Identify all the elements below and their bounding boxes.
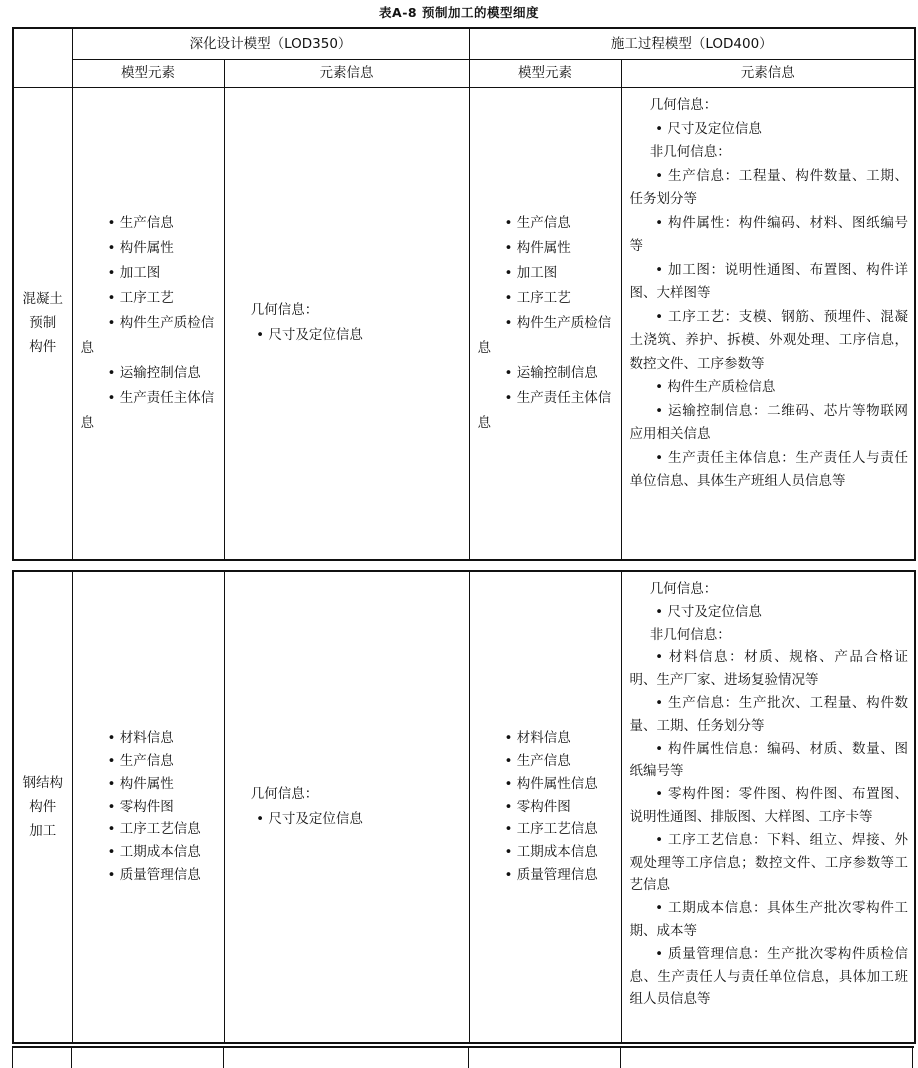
list-item: • 工序工艺 xyxy=(504,289,571,306)
list-item: • 加工图 xyxy=(107,264,161,281)
list-item: • 零构件图 xyxy=(504,798,571,815)
lod350-elements-steel xyxy=(72,571,224,1043)
list-item: • 构件生产质检信息 xyxy=(477,314,612,356)
list-item: • 尺寸及定位信息 xyxy=(256,811,363,827)
list-item: • 质量管理信息 xyxy=(504,866,598,883)
list-item: • 构件生产质检信息 xyxy=(80,314,215,356)
lod350-elements-concrete xyxy=(72,88,224,560)
list-item: • 构件属性 xyxy=(504,239,571,256)
list-item: • 构件生产质检信息 xyxy=(655,379,776,395)
list-item: • 质量管理信息：生产批次零构件质检信息、生产责任人与责任单位信息，具体加工班组人员信息等 xyxy=(629,945,908,1008)
list-item: • 材料信息 xyxy=(107,730,174,747)
lod-table-steel xyxy=(12,570,916,1044)
list-item: • 零构件图：零件图、构件图、布置图、说明性通图、排版图、大样图、工序卡等 xyxy=(629,786,908,825)
lod-table-concrete xyxy=(12,27,916,561)
row-label-steel: 钢结构 构件 加工 xyxy=(13,571,72,1043)
lod400-elements-concrete xyxy=(469,88,621,560)
list-item: 几何信息： xyxy=(250,786,319,802)
header-elements-lod400: 模型元素 xyxy=(469,60,621,88)
list-item: • 构件属性 xyxy=(107,775,174,792)
list-item: • 材料信息 xyxy=(504,730,571,747)
list-item: • 质量管理信息 xyxy=(107,866,201,883)
list-item: • 工期成本信息：具体生产批次零构件工期、成本等 xyxy=(629,900,908,939)
lod350-info-steel xyxy=(224,571,469,1043)
list-item: • 生产责任主体信息：生产责任人与责任单位信息、具体生产班组人员信息等 xyxy=(629,449,908,489)
list-item: • 工期成本信息 xyxy=(107,844,201,861)
list-item: • 尺寸及定位信息 xyxy=(655,120,762,137)
list-item: • 运输控制信息：二维码、芯片等物联网应用相关信息 xyxy=(629,402,908,442)
list-item: 几何信息： xyxy=(250,302,319,319)
header-elements-lod350: 模型元素 xyxy=(72,60,224,88)
next-table-edge xyxy=(12,1046,914,1068)
list-item: • 生产信息 xyxy=(107,753,174,769)
list-item: • 尺寸及定位信息 xyxy=(655,603,762,620)
list-item: • 构件属性：构件编码、材料、图纸编号等 xyxy=(629,214,908,254)
list-item: • 工序工艺信息 xyxy=(504,821,598,838)
list-item: • 构件属性信息：编码、材质、数量、图纸编号等 xyxy=(629,740,908,780)
row-label-concrete: 混凝土 预制 构件 xyxy=(13,88,72,560)
header-lod350: 深化设计模型（LOD350） xyxy=(72,28,469,60)
list-item: • 加工图 xyxy=(504,264,558,281)
list-item: • 生产信息：工程量、构件数量、工期、任务划分等 xyxy=(629,167,908,207)
table-caption: 表A-8 预制加工的模型细度 xyxy=(379,5,539,20)
list-item: • 工序工艺 xyxy=(107,289,174,306)
list-item: • 工期成本信息 xyxy=(504,844,598,861)
header-lod400: 施工过程模型（LOD400） xyxy=(469,28,915,60)
list-item: • 加工图：说明性通图、布置图、构件详图、大样图等 xyxy=(629,261,908,301)
list-item: • 尺寸及定位信息 xyxy=(256,327,363,344)
lod400-elements-steel xyxy=(469,571,621,1043)
list-item: • 工序工艺信息：下料、组立、焊接、外观处理等工序信息；数控文件、工序参数等工艺信息 xyxy=(629,831,908,894)
list-item: • 工序工艺信息 xyxy=(107,821,201,838)
list-item: • 运输控制信息 xyxy=(504,364,598,381)
list-item: • 生产责任主体信息 xyxy=(477,389,612,431)
lod400-info-steel xyxy=(621,571,915,1043)
header-info-lod400: 元素信息 xyxy=(621,60,915,88)
list-item: • 生产信息：生产批次、工程量、构件数量、工期、任务划分等 xyxy=(629,694,908,734)
lod400-info-concrete xyxy=(621,88,915,560)
lod350-info-concrete xyxy=(224,88,469,560)
list-item: • 生产信息 xyxy=(504,214,571,231)
list-item: • 构件属性信息 xyxy=(504,775,598,792)
list-item: 非几何信息： xyxy=(649,626,731,643)
list-item: • 零构件图 xyxy=(107,798,174,815)
list-item: • 生产责任主体信息 xyxy=(80,389,215,431)
list-item: • 生产信息 xyxy=(107,214,174,231)
corner-cell xyxy=(13,28,72,88)
list-item: • 工序工艺：支模、钢筋、预埋件、混凝土浇筑、养护、拆模、外观处理、工序信息，数控文件、工序参数等 xyxy=(629,308,908,372)
list-item: • 生产信息 xyxy=(504,753,571,769)
header-info-lod350: 元素信息 xyxy=(224,60,469,88)
list-item: • 运输控制信息 xyxy=(107,364,201,381)
list-item: • 构件属性 xyxy=(107,239,174,256)
list-item: 几何信息： xyxy=(649,581,718,597)
list-item: 几何信息： xyxy=(649,97,718,113)
list-item: • 材料信息：材质、规格、产品合格证明、生产厂家、进场复验情况等 xyxy=(629,649,908,689)
list-item: 非几何信息： xyxy=(649,144,731,160)
